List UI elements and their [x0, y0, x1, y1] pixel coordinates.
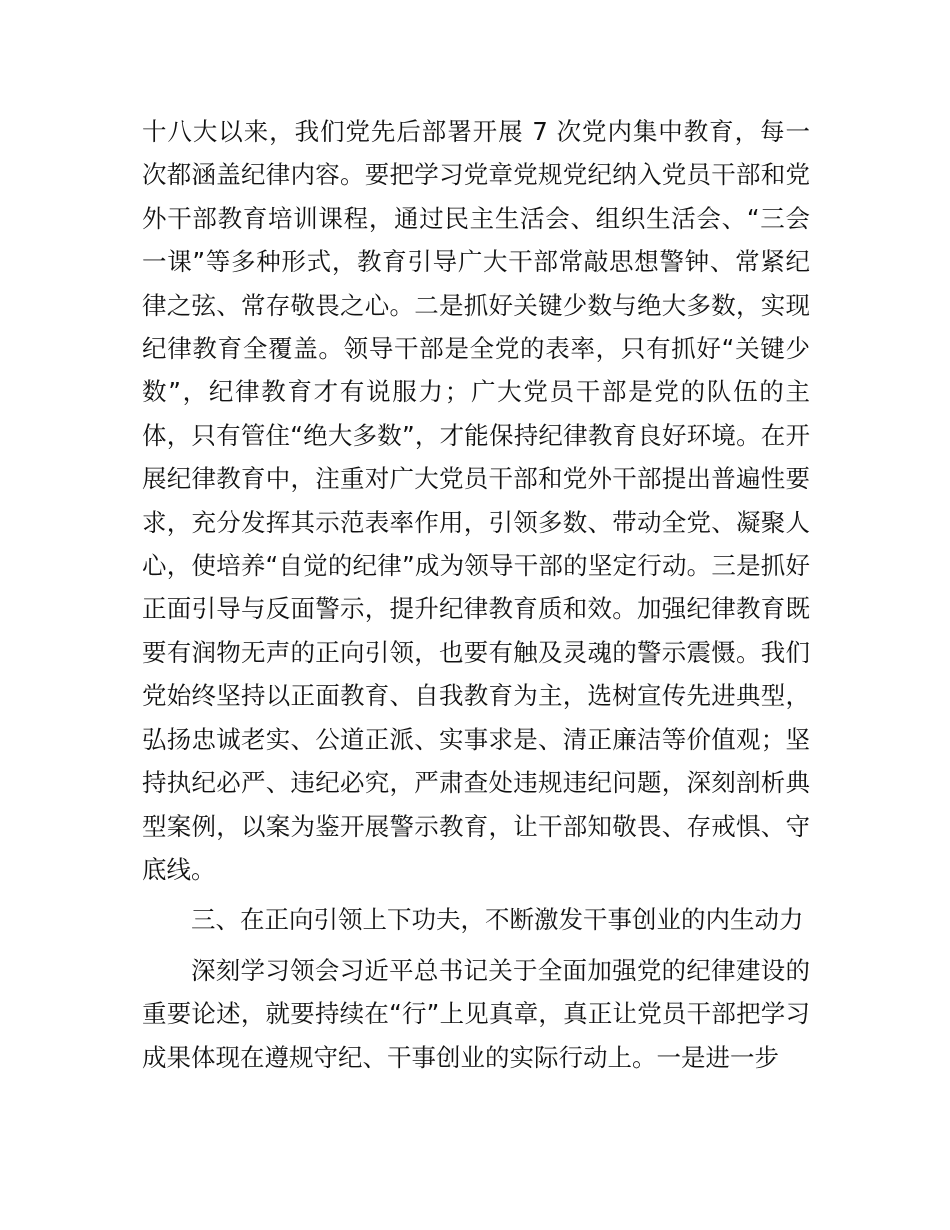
body-paragraph-continued: 十八大以来，我们党先后部署开展 7 次党内集中教育，每一次都涵盖纪律内容。要把学习党章党规党纪纳入党员干部和党外干部教育培训课程，通过民主生活会、组织生活会、“三会一课”等多种形式，教育引导广大干部常敲思想警钟、常紧纪律之弦、常存敬畏之心。二是抓好关键少数与绝大多数，实现纪律教育全覆盖。领导干部是全党的表率，只有抓好“关键少数”，纪律教育才有说服力；广大党员干部是党的队伍的主体，只有管住“绝大多数”，才能保持纪律教育良好环境。在开展纪律教育中，注重对广大党员干部和党外干部提出普遍性要求，充分发挥其示范表率作用，引领多数、带动全党、凝聚人心，使培养“自觉的纪律”成为领导干部的坚定行动。三是抓好正面引导与反面警示，提升纪律教育质和效。加强纪律教育既要有润物无声的正向引领，也要有触及灵魂的警示震慑。我们党始终坚持以正面教育、自我教育为主，选树宣传先进典型，弘扬忠诚老实、公道正派、实事求是、清正廉洁等价值观；坚持执纪必严、违纪必究，严肃查处违规违纪问题，深刻剖析典型案例，以案为鉴开展警示教育，让干部知敬畏、存戒惧、守底线。 — [142, 117, 810, 884]
section-heading-three: 三、在正向引领上下功夫，不断激发干事创业的内生动力 — [191, 905, 804, 935]
document-body — [142, 110, 810, 1079]
body-paragraph: 深刻学习领会习近平总书记关于全面加强党的纪律建设的重要论述，就要持续在“行”上见真章，真正让党员干部把学习成果体现在遵规守纪、干事创业的实际行动上。一是进一步 — [142, 955, 810, 1072]
